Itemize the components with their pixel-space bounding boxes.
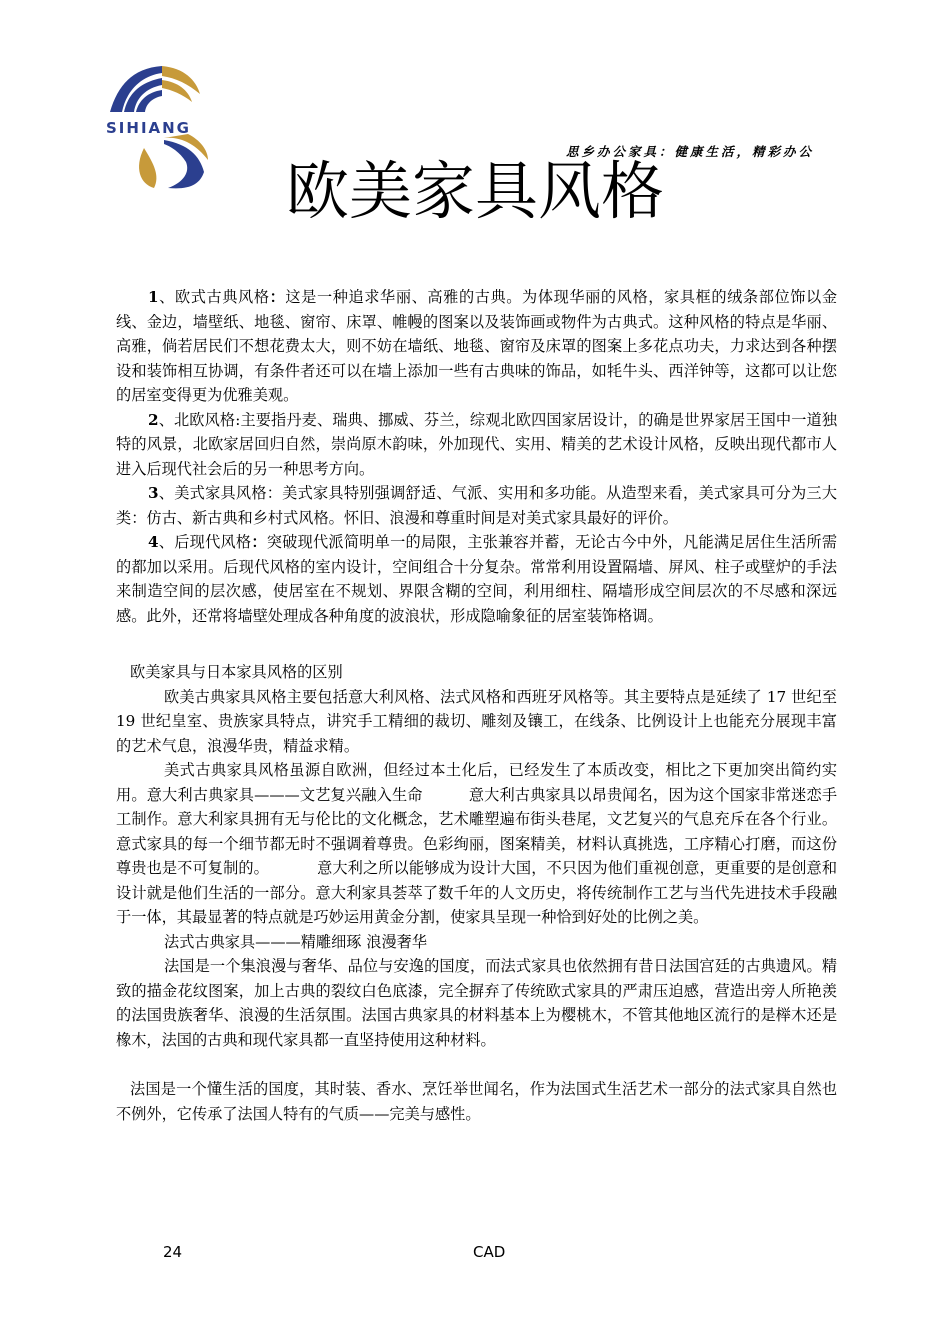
style-colon: ： [266, 484, 283, 502]
comparison-heading: 欧美家具与日本家具风格的区别 [130, 663, 343, 681]
style-name: 、北欧风格 [158, 410, 236, 429]
paragraph-2-part-b: 意大利古典家具以昂贵闻名，因为这个国家非常迷恋手工制作。意大利家具拥有无与伦比的文化概念，艺术雕塑遍布街头巷尾，文艺复兴的气息充斥在各个行业。意式家具的每一个细节都无时不强调着尊贵。色彩绚丽，图案精美，材料认真挑选，工序精心打磨，而这份尊贵也是不可复制的。 [116, 785, 838, 877]
page-number: 24 [163, 1243, 183, 1261]
style-name: 、美式家具风格 [158, 484, 267, 502]
style-number: 2 [148, 410, 159, 429]
logo-text: SIHIANG [106, 119, 191, 137]
style-text: 突破现代派简明单一的局限，主张兼容并蓄，无论古今中外，凡能满足居住生活所需的都加以采用。后现代风格的室内设计，空间组合十分复杂。常常利用设置隔墙、屏风、柱子或壁炉的手法来制造空间的层次感，使居室在不规划、界限含糊的空间，利用细柱、隔墙形成空间层次的不尽感和深远感。此外，还常将墙壁处理成各种角度的波浪状，形成隐喻象征的居室装饰格调。 [116, 533, 838, 625]
comparison-paragraph-1: 欧美古典家具风格主要包括意大利风格、法式风格和西班牙风格等。其主要特点是延续了 17 世纪至 19 世纪皇室、贵族家具特点，讲究手工精细的裁切、雕刻及镶工，在线条、比例设计上也能充分展现丰富的艺术气息，浪漫华贵，精益求精。 [116, 687, 837, 755]
style-text: 主要指丹麦、瑞典、挪威、芬兰，综观北欧四国家居设计，的确是世界家居王国中一道独特的风景，北欧家居回归自然，崇尚原木韵味，外加现代、实用、精美的艺术设计风格，反映出现代都市人进入后现代社会后的另一种思考方向。 [116, 410, 838, 478]
style-paragraph-1 [116, 285, 837, 408]
comparison-paragraph-4: 法国是一个懂生活的国度，其时装、香水、烹饪举世闻名，作为法国式生活艺术一部分的法式家具自然也不例外，它传承了法国人特有的气质——完美与感性。 [116, 1080, 837, 1123]
style-paragraph-3 [116, 481, 837, 530]
style-name: 、后现代风格 [158, 533, 252, 551]
style-name: 、欧式古典风格 [158, 288, 270, 306]
style-colon: : [235, 410, 241, 429]
french-heading: 法式古典家具———精雕细琢 浪漫奢华 [164, 932, 428, 951]
style-text: 美式家具特别强调舒适、气派、实用和多功能。从造型来看，美式家具可分为三大类：仿古、新古典和乡村式风格。怀旧、浪漫和尊重时间是对美式家具最好的评价。 [116, 484, 838, 527]
style-number: 4 [148, 533, 159, 551]
paragraph-2-part-c: 意大利之所以能够成为设计大国，不只因为他们重视创意，更重要的是创意和设计就是他们生活的一部分。意大利家具荟萃了数千年的人文历史，将传统制作工艺与当代先进技术手段融于一体，其最显著的特点就是巧妙运用黄金分割，使家具呈现一种恰到好处的比例之美。 [116, 859, 838, 926]
page-title: 欧美家具风格 [286, 155, 664, 228]
company-slogan: 思乡办公家具：健康生活，精彩办公 [566, 144, 815, 159]
paragraph-2-part-a: 美式古典家具风格虽源自欧洲，但经过本土化后，已经发生了本质改变，相比之下更加突出简约实用。意大利古典家具———文艺复兴融入生命 [116, 761, 837, 804]
style-colon: ： [269, 288, 286, 306]
footer-label: CAD [473, 1243, 506, 1261]
style-colon: ： [251, 533, 267, 551]
style-paragraph-2 [116, 408, 837, 482]
style-paragraph-4 [116, 530, 837, 628]
comparison-paragraph-3: 法国是一个集浪漫与奢华、品位与安逸的国度，而法式家具也依然拥有昔日法国宫廷的古典遗风。精致的描金花纹图案，加上古典的裂纹白色底漆，完全摒弃了传统欧式家具的严肃压迫感，营造出旁人所艳羡的法国贵族奢华、浪漫的生活氛围。法国古典家具的材料基本上为樱桃木，不管其他地区流行的是榉木还是橡木，法国的古典和现代家具都一直坚持使用这种材料。 [116, 957, 837, 1049]
document-body [116, 285, 837, 1126]
style-number: 3 [148, 484, 159, 502]
style-text: 这是一种追求华丽、高雅的古典。为体现华丽的风格，家具框的绒条部位饰以金线、金边，墙壁纸、地毯、窗帘、床罩、帷幔的图案以及装饰画或物件为古典式。这种风格的特点是华丽、高雅，倘若居民们不想花费太大，则不妨在墙纸、地毯、窗帘及床罩的图案上多花点功夫，力求达到各种摆设和装饰相互协调，有条件者还可以在墙上添加一些有古典味的饰品，如牦牛头、西洋钟等，这都可以让您的居室变得更为优雅美观。 [116, 288, 838, 404]
comparison-paragraph-2 [116, 758, 837, 930]
style-number: 1 [148, 288, 159, 306]
